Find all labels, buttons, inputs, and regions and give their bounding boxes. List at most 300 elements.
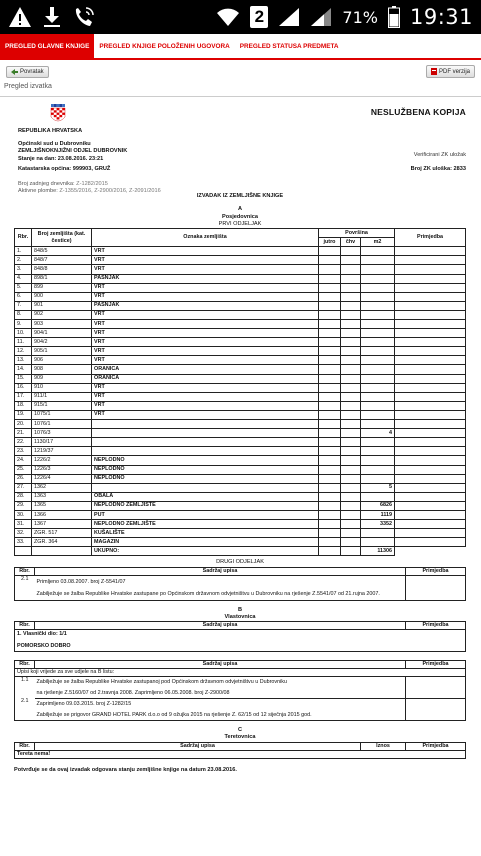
parcel-broj: ZGR. 364 xyxy=(32,538,92,547)
parcel-m2 xyxy=(361,338,395,347)
c-col-primjedba: Primjedba xyxy=(406,742,466,750)
parcel-m2 xyxy=(361,465,395,474)
download-icon xyxy=(42,6,62,28)
signal-icon xyxy=(278,7,300,27)
b-upisi-table xyxy=(14,660,466,721)
parcel-jutro xyxy=(319,274,341,283)
parcel-rbr: 18. xyxy=(15,401,32,410)
doc-header xyxy=(14,100,466,195)
parcel-row xyxy=(15,256,466,265)
parcel-chv xyxy=(341,429,361,438)
b-upis-content xyxy=(35,698,406,720)
parcel-primjedba xyxy=(395,265,466,274)
parcel-m2 xyxy=(361,383,395,392)
drugi-col-sadrzaj: Sadržaj upisa xyxy=(35,567,406,575)
parcel-broj: 903 xyxy=(32,320,92,329)
verificirani: Verificirani ZK uložak xyxy=(413,152,466,158)
parcel-m2 xyxy=(361,492,395,501)
parcel-jutro xyxy=(319,438,341,447)
stanje: Stanje na dan: 23.08.2016. 23:21 xyxy=(18,155,104,162)
parcel-chv xyxy=(341,310,361,319)
drugi-rbr: 2.1 xyxy=(15,575,35,600)
parcel-primjedba xyxy=(395,483,466,492)
parcel-oznaka: VRT xyxy=(92,247,319,256)
parcel-rbr: 17. xyxy=(15,392,32,401)
parcel-rbr: 6. xyxy=(15,292,32,301)
parcel-oznaka: PAŠNJAK xyxy=(92,301,319,310)
posjedovnica-table xyxy=(14,228,466,556)
b-upis-rbr: 2.1 xyxy=(15,698,35,720)
parcel-broj: 1076/1 xyxy=(32,420,92,429)
parcel-jutro xyxy=(319,338,341,347)
status-bar xyxy=(0,0,481,34)
parcel-primjedba xyxy=(395,310,466,319)
parcel-oznaka: MAGAZIN xyxy=(92,538,319,547)
status-right xyxy=(216,5,473,29)
parcel-broj: 1219/37 xyxy=(32,447,92,456)
parcel-primjedba xyxy=(395,247,466,256)
parcel-jutro xyxy=(319,456,341,465)
parcel-chv xyxy=(341,474,361,483)
parcel-m2 xyxy=(361,356,395,365)
parcel-oznaka: OBALA xyxy=(92,492,319,501)
parcel-rbr: 14. xyxy=(15,365,32,374)
ukupno-value: 11306 xyxy=(361,547,395,556)
parcel-m2 xyxy=(361,420,395,429)
clock: 19:31 xyxy=(409,5,473,29)
parcel-oznaka: NEPLODNO ZEMLJIŠTE xyxy=(92,520,319,529)
parcel-chv xyxy=(341,510,361,519)
col-chv: čhv xyxy=(341,238,361,247)
parcel-primjedba xyxy=(395,401,466,410)
parcel-row xyxy=(15,529,466,538)
parcel-jutro xyxy=(319,420,341,429)
b-upis-line-1: Zabilježuje se žalba Republike Hrvatske zastupanoj pod Općinskom državnom odvjetništvu u Dubrovniku xyxy=(36,678,287,685)
b-upis-rbr: 1.1 xyxy=(15,676,35,698)
parcel-row xyxy=(15,501,466,510)
parcel-primjedba xyxy=(395,456,466,465)
parcel-jutro xyxy=(319,492,341,501)
parcel-chv xyxy=(341,301,361,310)
vlastovnica: Vlastovnica xyxy=(224,614,256,621)
ukupno-label: UKUPNO: xyxy=(92,547,319,556)
pdf-icon xyxy=(431,68,437,75)
back-label: Povratak xyxy=(20,68,44,75)
parcel-broj: 1226/3 xyxy=(32,465,92,474)
parcel-primjedba xyxy=(395,383,466,392)
parcel-broj: 1226/4 xyxy=(32,474,92,483)
drugi-content xyxy=(35,575,406,600)
b-col-primjedba: Primjedba xyxy=(406,622,466,630)
parcel-primjedba xyxy=(395,438,466,447)
parcel-primjedba xyxy=(395,347,466,356)
parcel-oznaka: VRT xyxy=(92,283,319,292)
parcel-rbr: 4. xyxy=(15,274,32,283)
parcel-chv xyxy=(341,483,361,492)
sud-1: Općinski sud u Dubrovniku xyxy=(18,140,91,147)
parcel-broj: 904/1 xyxy=(32,329,92,338)
parcel-chv xyxy=(341,320,361,329)
parcel-row xyxy=(15,338,466,347)
parcel-primjedba xyxy=(395,338,466,347)
toolbar xyxy=(0,62,481,81)
parcel-broj: 1226/2 xyxy=(32,456,92,465)
col-povrsina: Površina xyxy=(319,229,395,238)
parcel-row xyxy=(15,474,466,483)
parcel-jutro xyxy=(319,374,341,383)
parcel-broj: 1367 xyxy=(32,520,92,529)
pregled-label: Pregled izvatka xyxy=(0,81,481,97)
vlastovnica-table xyxy=(14,621,466,651)
c-col-iznos: Iznos xyxy=(361,742,406,750)
parcel-oznaka: VRT xyxy=(92,338,319,347)
parcel-m2 xyxy=(361,274,395,283)
parcel-rbr: 31. xyxy=(15,520,32,529)
parcel-chv xyxy=(341,465,361,474)
dnevnik-label: Broj zadnjeg dnevnika: xyxy=(18,181,75,187)
parcel-m2: 1119 xyxy=(361,510,395,519)
parcel-broj: 910 xyxy=(32,383,92,392)
parcel-oznaka: ORANICA xyxy=(92,365,319,374)
drugi-row xyxy=(15,575,466,600)
izvadak-title: IZVADAK IZ ZEMLJIŠNE KNJIGE xyxy=(196,193,284,199)
parcel-primjedba xyxy=(395,529,466,538)
parcel-row xyxy=(15,520,466,529)
drugi-odjeljak: DRUGI ODJELJAK xyxy=(216,559,264,566)
parcel-rbr: 22. xyxy=(15,438,32,447)
parcel-chv xyxy=(341,374,361,383)
parcel-jutro xyxy=(319,483,341,492)
parcel-oznaka: VRT xyxy=(92,356,319,365)
parcel-row xyxy=(15,420,466,429)
parcel-oznaka: NEPLODNO xyxy=(92,456,319,465)
parcel-jutro xyxy=(319,429,341,438)
parcel-oznaka xyxy=(92,420,319,429)
parcel-jutro xyxy=(319,392,341,401)
vlasnicki-dio: 1. Vlasnički dio: 1/1 xyxy=(17,631,67,638)
drugi-line-2: Zabilježuje se žalba Republike Hrvatske zastupane po Općinskom državnom odvjetništvu u Dubrovniku na rješenje Z.5541/07 od 21.rujna 2007. xyxy=(36,590,380,597)
dnevnik-value: Z-1282/2015 xyxy=(76,181,108,187)
tereta-nema: Tereta nema! xyxy=(15,750,466,758)
parcel-broj: 1130/17 xyxy=(32,438,92,447)
parcel-chv xyxy=(341,256,361,265)
parcel-rbr: 33. xyxy=(15,538,32,547)
parcel-jutro xyxy=(319,320,341,329)
parcel-oznaka: PUT xyxy=(92,510,319,519)
parcel-broj: 901 xyxy=(32,301,92,310)
parcel-broj: 1366 xyxy=(32,510,92,519)
parcel-row xyxy=(15,347,466,356)
parcel-m2: 4 xyxy=(361,429,395,438)
parcel-oznaka: VRT xyxy=(92,401,319,410)
parcel-oznaka xyxy=(92,447,319,456)
tab-bar xyxy=(0,34,481,60)
parcel-chv xyxy=(341,501,361,510)
parcel-rbr: 21. xyxy=(15,429,32,438)
parcel-m2: 3352 xyxy=(361,520,395,529)
parcel-row xyxy=(15,401,466,410)
parcel-broj: 848/8 xyxy=(32,265,92,274)
parcel-oznaka: VRT xyxy=(92,265,319,274)
parcel-broj: 908 xyxy=(32,365,92,374)
pdf-button[interactable] xyxy=(426,65,475,78)
parcel-row xyxy=(15,392,466,401)
parcel-primjedba xyxy=(395,520,466,529)
ukupno-chv xyxy=(341,547,361,556)
parcel-m2 xyxy=(361,474,395,483)
parcel-rbr: 16. xyxy=(15,383,32,392)
parcel-broj: 1076/3 xyxy=(32,429,92,438)
parcel-rbr: 25. xyxy=(15,465,32,474)
parcel-chv xyxy=(341,274,361,283)
parcel-primjedba xyxy=(395,429,466,438)
parcel-row xyxy=(15,320,466,329)
parcel-row xyxy=(15,410,466,419)
parcel-broj: 848/5 xyxy=(32,247,92,256)
parcel-primjedba xyxy=(395,410,466,419)
parcel-jutro xyxy=(319,410,341,419)
parcel-chv xyxy=(341,247,361,256)
parcel-chv xyxy=(341,329,361,338)
c-col-rbr: Rbr. xyxy=(15,742,35,750)
parcel-rows xyxy=(15,247,466,556)
parcel-rbr: 27. xyxy=(15,483,32,492)
parcel-broj: ZGR. 517 xyxy=(32,529,92,538)
tab-glavna-knjiga[interactable]: PREGLED GLAVNE KNJIGE xyxy=(0,34,94,58)
ukupno-blank-1 xyxy=(15,547,32,556)
parcel-row xyxy=(15,538,466,547)
parcel-oznaka: NEPLODNO xyxy=(92,465,319,474)
parcel-m2 xyxy=(361,392,395,401)
parcel-m2 xyxy=(361,401,395,410)
parcel-oznaka: PAŠNJAK xyxy=(92,274,319,283)
parcel-m2 xyxy=(361,247,395,256)
parcel-m2 xyxy=(361,283,395,292)
parcel-rbr: 12. xyxy=(15,347,32,356)
b2-col-primjedba: Primjedba xyxy=(406,660,466,668)
parcel-row xyxy=(15,292,466,301)
drugi-table xyxy=(14,567,466,601)
b-upis-row xyxy=(15,676,466,698)
pdf-label: PDF verzija xyxy=(438,68,470,75)
parcel-primjedba xyxy=(395,538,466,547)
republika: REPUBLIKA HRVATSKA xyxy=(18,128,83,134)
parcel-primjedba xyxy=(395,510,466,519)
parcel-jutro xyxy=(319,265,341,274)
parcel-oznaka: ORANICA xyxy=(92,374,319,383)
parcel-m2 xyxy=(361,329,395,338)
parcel-m2 xyxy=(361,529,395,538)
parcel-m2: 6826 xyxy=(361,501,395,510)
parcel-rbr: 3. xyxy=(15,265,32,274)
parcel-m2 xyxy=(361,456,395,465)
back-arrow-icon xyxy=(11,69,18,75)
b-upis-content xyxy=(35,676,406,698)
parcel-jutro xyxy=(319,401,341,410)
broj-zk-uloska: Broj ZK uloška: 2833 xyxy=(410,166,466,172)
parcel-chv xyxy=(341,438,361,447)
battery-icon xyxy=(388,6,400,28)
b2-col-rbr: Rbr. xyxy=(15,660,35,668)
parcel-row xyxy=(15,429,466,438)
col-rbr: Rbr. xyxy=(15,229,32,247)
drugi-col-primjedba: Primjedba xyxy=(406,567,466,575)
pomorsko-dobro: POMORSKO DOBRO xyxy=(17,642,71,649)
parcel-row xyxy=(15,492,466,501)
ukupno-row xyxy=(15,547,466,556)
col-m2: m2 xyxy=(361,238,395,247)
b-col-sadrzaj: Sadržaj upisa xyxy=(35,622,406,630)
teretovnica-table xyxy=(14,742,466,759)
parcel-rbr: 9. xyxy=(15,320,32,329)
parcel-oznaka: VRT xyxy=(92,320,319,329)
ukupno-primjedba xyxy=(395,547,466,556)
parcel-chv xyxy=(341,338,361,347)
parcel-broj: 909 xyxy=(32,374,92,383)
parcel-rbr: 28. xyxy=(15,492,32,501)
parcel-rbr: 13. xyxy=(15,356,32,365)
vlasnicki-row xyxy=(15,630,466,651)
parcel-jutro xyxy=(319,501,341,510)
col-oznaka: Oznaka zemljišta xyxy=(92,229,319,247)
parcel-chv xyxy=(341,356,361,365)
parcel-rbr: 32. xyxy=(15,529,32,538)
potvrdjuje: Potvrđuje se da ovaj izvadak odgovara stanju zemljišne knjige na datum 23.08.2016. xyxy=(14,766,237,773)
parcel-primjedba xyxy=(395,292,466,301)
parcel-chv xyxy=(341,538,361,547)
parcel-rbr: 26. xyxy=(15,474,32,483)
parcel-primjedba xyxy=(395,501,466,510)
b-col-rbr: Rbr. xyxy=(15,622,35,630)
signal-icon-2 xyxy=(310,7,332,27)
parcel-jutro xyxy=(319,383,341,392)
parcel-primjedba xyxy=(395,420,466,429)
section-b-letter: B xyxy=(237,606,243,613)
parcel-primjedba xyxy=(395,392,466,401)
parcel-jutro xyxy=(319,283,341,292)
b2-col-sadrzaj: Sadržaj upisa xyxy=(35,660,406,668)
call-icon xyxy=(72,6,96,28)
c-col-sadrzaj: Sadržaj upisa xyxy=(35,742,361,750)
parcel-chv xyxy=(341,420,361,429)
parcel-row xyxy=(15,274,466,283)
coat-of-arms-icon xyxy=(50,104,66,124)
parcel-oznaka: VRT xyxy=(92,256,319,265)
parcel-broj: 1365 xyxy=(32,501,92,510)
parcel-m2 xyxy=(361,256,395,265)
section-a-letter: A xyxy=(237,206,243,213)
parcel-broj: 911/1 xyxy=(32,392,92,401)
plombe-label: Aktivne plombe: xyxy=(18,188,58,195)
parcel-m2 xyxy=(361,438,395,447)
parcel-m2 xyxy=(361,374,395,383)
parcel-chv xyxy=(341,292,361,301)
parcel-row xyxy=(15,438,466,447)
parcel-jutro xyxy=(319,292,341,301)
parcel-row xyxy=(15,465,466,474)
parcel-jutro xyxy=(319,529,341,538)
parcel-broj: 900 xyxy=(32,292,92,301)
parcel-chv xyxy=(341,520,361,529)
tab-polozeni-ugovori[interactable]: PREGLED KNJIGE POLOŽENIH UGOVORA xyxy=(99,42,230,50)
nesluzbena-kopija: NESLUŽBENA KOPIJA xyxy=(370,107,466,117)
parcel-broj: 1362 xyxy=(32,483,92,492)
parcel-primjedba xyxy=(395,374,466,383)
sud-2: ZEMLJIŠNOKNJIŽNI ODJEL DUBROVNIK xyxy=(18,148,128,155)
document xyxy=(14,100,466,774)
teretovnica: Teretovnica xyxy=(224,734,256,741)
col-primjedba: Primjedba xyxy=(395,229,466,247)
tab-status-predmeta[interactable]: PREGLED STATUSA PREDMETA xyxy=(239,42,339,50)
parcel-row xyxy=(15,365,466,374)
parcel-chv xyxy=(341,529,361,538)
parcel-oznaka: VRT xyxy=(92,347,319,356)
parcel-row xyxy=(15,447,466,456)
parcel-rbr: 29. xyxy=(15,501,32,510)
prvi-odjeljak: PRVI ODJELJAK xyxy=(218,220,262,227)
warning-icon xyxy=(8,6,32,28)
parcel-rbr: 5. xyxy=(15,283,32,292)
parcel-m2 xyxy=(361,447,395,456)
b-upis-line-2: na rješenje Z.5160/07 od 2.travnja 2008. Zaprimljeno 06.05.2008. broj Z-2900/08 xyxy=(36,689,230,696)
parcel-jutro xyxy=(319,356,341,365)
parcel-row xyxy=(15,483,466,492)
parcel-chv xyxy=(341,365,361,374)
parcel-chv xyxy=(341,347,361,356)
parcel-rbr: 19. xyxy=(15,410,32,419)
parcel-jutro xyxy=(319,510,341,519)
b-upis-line-1: Zaprimljeno 09.03.2015. broj Z-1282/15 xyxy=(36,700,132,707)
parcel-rbr: 7. xyxy=(15,301,32,310)
parcel-primjedba xyxy=(395,320,466,329)
parcel-broj: 1363 xyxy=(32,492,92,501)
parcel-row xyxy=(15,247,466,256)
parcel-oznaka: VRT xyxy=(92,310,319,319)
parcel-oznaka: VRT xyxy=(92,410,319,419)
parcel-broj: 915/1 xyxy=(32,401,92,410)
parcel-primjedba xyxy=(395,465,466,474)
parcel-jutro xyxy=(319,365,341,374)
back-button[interactable] xyxy=(6,66,49,78)
parcel-primjedba xyxy=(395,365,466,374)
parcel-jutro xyxy=(319,301,341,310)
court-info xyxy=(18,128,127,163)
parcel-m2 xyxy=(361,265,395,274)
parcel-jutro xyxy=(319,256,341,265)
parcel-row xyxy=(15,265,466,274)
parcel-broj: 899 xyxy=(32,283,92,292)
parcel-oznaka: VRT xyxy=(92,329,319,338)
parcel-chv xyxy=(341,456,361,465)
parcel-primjedba xyxy=(395,447,466,456)
parcel-primjedba xyxy=(395,492,466,501)
parcel-jutro xyxy=(319,474,341,483)
section-c-letter: C xyxy=(237,726,243,733)
parcel-oznaka: VRT xyxy=(92,292,319,301)
parcel-primjedba xyxy=(395,474,466,483)
parcel-row xyxy=(15,310,466,319)
parcel-m2 xyxy=(361,410,395,419)
parcel-primjedba xyxy=(395,256,466,265)
parcel-chv xyxy=(341,447,361,456)
parcel-rbr: 30. xyxy=(15,510,32,519)
parcel-m2 xyxy=(361,347,395,356)
parcel-broj: 906 xyxy=(32,356,92,365)
parcel-broj: 848/7 xyxy=(32,256,92,265)
parcel-m2 xyxy=(361,292,395,301)
upisi-label: Upisi koji vrijede za sve udjele na B listu: xyxy=(15,668,466,676)
parcel-oznaka xyxy=(92,483,319,492)
